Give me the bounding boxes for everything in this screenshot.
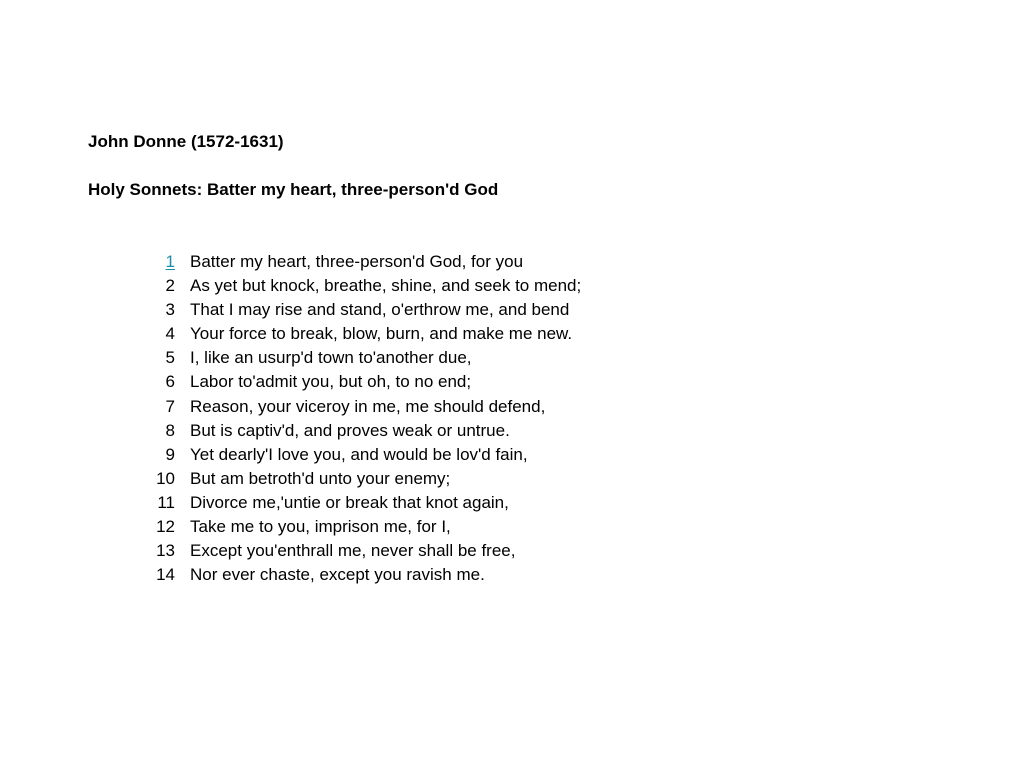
line-text: But am betroth'd unto your enemy; [190,468,451,488]
line-number: 12 [156,517,175,537]
line-number: 9 [165,444,175,464]
poem-lines [88,251,581,588]
line-text: Take me to you, imprison me, for I, [190,517,451,537]
poem-line [88,396,581,420]
line-number: 6 [165,372,175,392]
line-number-link[interactable]: 1 [165,252,175,271]
line-text: Nor ever chaste, except you ravish me. [190,565,485,585]
poem-line [88,540,581,564]
line-number: 3 [165,300,175,320]
line-text: That I may rise and stand, o'erthrow me, and bend [190,300,570,320]
poem-line [88,420,581,444]
document-page [88,0,988,768]
line-text: But is captiv'd, and proves weak or untrue. [190,420,510,440]
poem-line [88,299,581,323]
author-heading: John Donne (1572-1631) [88,132,284,151]
line-number: 8 [165,420,175,440]
line-text: Reason, your viceroy in me, me should defend, [190,396,546,416]
line-number: 5 [165,348,175,368]
poem-line [88,444,581,468]
poem-title: Holy Sonnets: Batter my heart, three-person'd God [88,180,499,199]
poem-line [88,275,581,299]
line-text: Your force to break, blow, burn, and make me new. [190,324,573,344]
poem-line [88,564,581,588]
line-number: 7 [165,396,175,416]
line-text: Divorce me,'untie or break that knot again, [190,492,509,512]
poem-line [88,323,581,347]
line-text: Yet dearly'I love you, and would be lov'd fain, [190,444,528,464]
line-number: 14 [156,565,175,585]
line-number: 13 [156,541,175,561]
line-number: 4 [165,324,175,344]
poem-line [88,492,581,516]
line-text: I, like an usurp'd town to'another due, [190,348,472,368]
line-text: Except you'enthrall me, never shall be free, [190,541,516,561]
poem-line [88,251,581,275]
line-text: As yet but knock, breathe, shine, and seek to mend; [190,276,582,296]
line-text: Batter my heart, three-person'd God, for you [190,252,524,271]
line-number: 11 [157,492,175,512]
line-text: Labor to'admit you, but oh, to no end; [190,372,472,392]
line-number: 2 [165,276,175,296]
line-number: 10 [156,468,175,488]
poem-line [88,516,581,540]
poem-line [88,371,581,395]
poem-line [88,347,581,371]
poem-line [88,468,581,492]
